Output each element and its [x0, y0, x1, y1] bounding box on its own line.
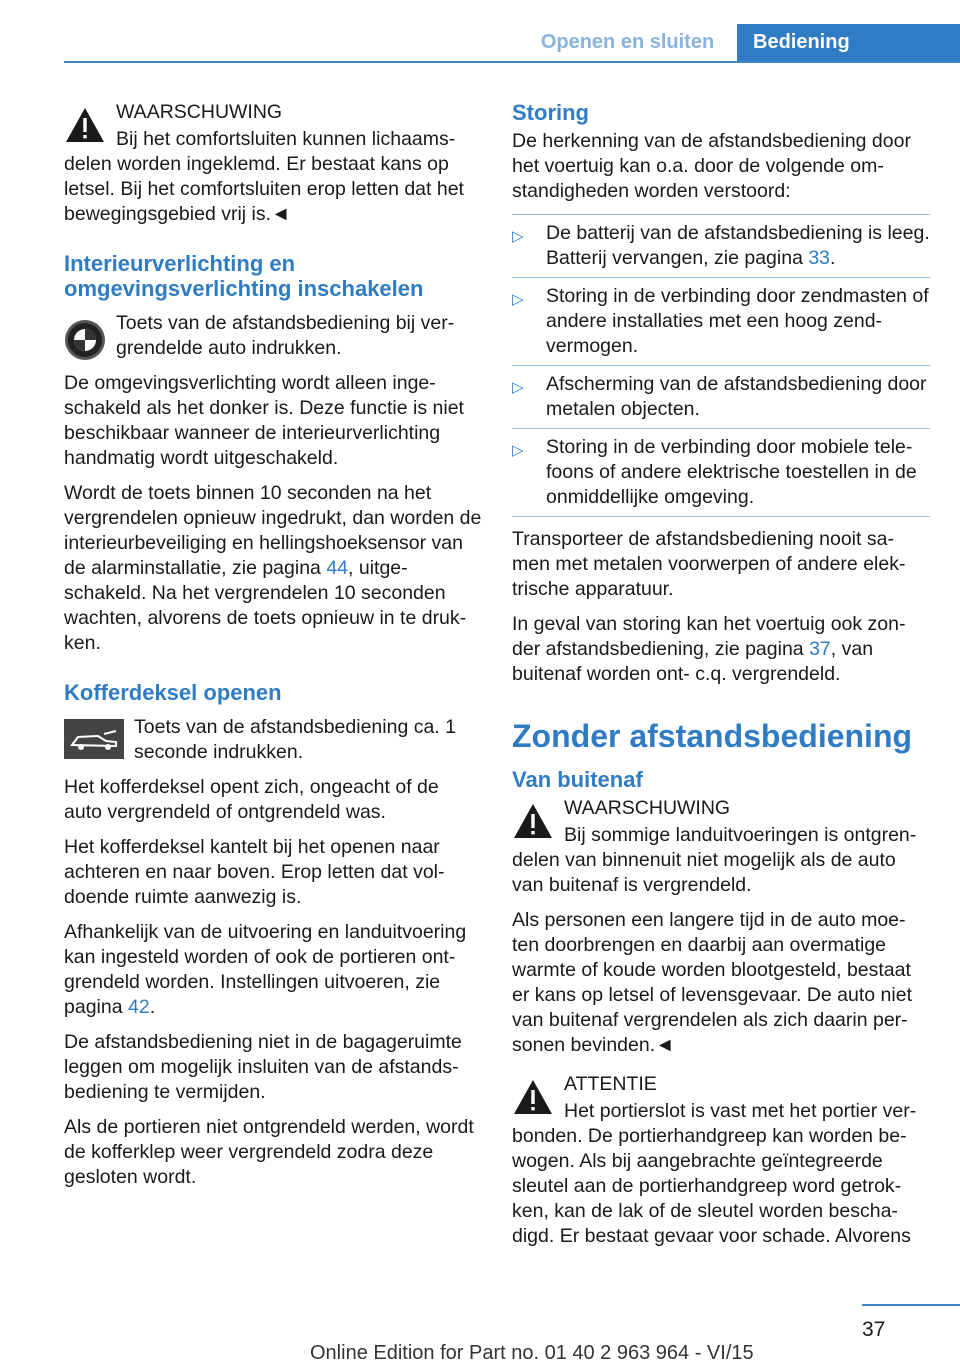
text: In geval van storing kan het voertuig ook zon-der afstandsbediening, zie pagina	[512, 613, 906, 660]
paragraph: Het kofferdeksel kantelt bij het openen naar achteren en naar boven. Erop letten dat vol-doende ruimte aanwezig is.	[64, 836, 445, 908]
paragraph: De afstandsbediening niet in de bagageruimte leggen om mogelijk insluiten van de afstands-bediening te vermijden.	[64, 1031, 462, 1103]
left-column	[64, 100, 482, 1200]
trunk-button-block	[64, 715, 482, 775]
paragraph	[64, 920, 482, 1020]
page-link-42[interactable]: 42	[127, 996, 150, 1018]
text: Afscherming van de afstandsbediening door metalen objecten.	[546, 373, 927, 420]
warning-text: delen worden ingeklemd. Er bestaat kans op letsel. Bij het comfortsluiten erop letten dat het bewegingsgebied vrij is.◄	[64, 153, 464, 225]
warning-line: Bij het comfortsluiten kunnen lichaams-	[116, 128, 456, 150]
storing-list	[512, 214, 930, 517]
heading-storing: Storing	[512, 100, 589, 125]
heading-kofferdeksel: Kofferdeksel openen	[64, 680, 282, 705]
tab-openen-en-sluiten[interactable]: Openen en sluiten	[540, 31, 715, 53]
tab-bediening[interactable]: Bediening	[737, 24, 960, 61]
warning-title: WAARSCHUWING	[564, 797, 731, 819]
paragraph	[512, 612, 930, 687]
paragraph: Als de portieren niet ontgrendeld werden, wordt de kofferklep weer vergrendeld zodra deze gesloten wordt.	[64, 1116, 474, 1188]
bullet-triangle-icon: ▷	[512, 228, 524, 245]
heading-van-buitenaf: Van buitenaf	[512, 767, 643, 792]
bmw-logo-icon	[64, 319, 106, 361]
list-item	[512, 365, 930, 428]
footer-rule	[862, 1304, 960, 1306]
text: De batterij van de afstandsbediening is leeg. Batterij vervangen, zie pagina	[546, 222, 930, 269]
list-item	[512, 428, 930, 517]
text: Storing in de verbinding door zendmasten of andere installaties met een hoog zend-vermogen.	[546, 285, 929, 357]
page-link-37[interactable]: 37	[809, 638, 831, 660]
attention-block	[512, 1072, 930, 1124]
paragraph: Het kofferdeksel opent zich, ongeacht of de auto vergrendeld of ontgrendeld was.	[64, 776, 439, 823]
bmw-button-text: Toets van de afstandsbediening bij ver-grendelde auto indrukken.	[116, 312, 455, 359]
edition-footer: Online Edition for Part no. 01 40 2 963 964 - VI/15	[310, 1342, 754, 1364]
list-item	[512, 277, 930, 365]
list-item	[512, 214, 930, 277]
warning-block	[512, 796, 930, 848]
paragraph: Transporteer de afstandsbediening nooit sa-men met metalen voorwerpen of andere elek-trische apparatuur.	[512, 528, 906, 600]
paragraph: De herkenning van de afstandsbediening door het voertuig kan o.a. door de volgende om-standigheden worden verstoord:	[512, 130, 911, 202]
text: Wordt de toets binnen 10 seconden na het vergrendelen opnieuw ingedrukt, dan worden de interieurbeveiliging en hellingshoeksensor van de alarminstallatie, zie pagina	[64, 482, 482, 579]
trunk-open-icon	[64, 719, 124, 759]
warning-text: delen van binnenuit niet mogelijk als de auto van buitenaf is vergrendeld.	[512, 849, 896, 896]
warning-icon	[512, 802, 554, 844]
attention-line: Het portierslot is vast met het portier ver-	[564, 1100, 917, 1122]
bullet-triangle-icon: ▷	[512, 291, 524, 308]
right-column	[512, 100, 930, 1259]
bullet-triangle-icon: ▷	[512, 379, 524, 396]
page-link-44[interactable]: 44	[326, 557, 349, 579]
header-rule	[64, 61, 960, 63]
attention-title: ATTENTIE	[564, 1073, 657, 1095]
warning-line: Bij sommige landuitvoeringen is ontgren-	[564, 824, 917, 846]
text: .	[149, 996, 156, 1018]
warning-icon	[64, 106, 106, 148]
attention-text: bonden. De portierhandgreep kan worden be-wogen. Als bij aangebrachte geïntegreerde sleutel aan de portierhandgreep word getrok-ken, kan de lak of de sleutel worden bescha-digd. Er bestaat gevaar voor schade. Alvorens	[512, 1125, 911, 1247]
trunk-button-text: Toets van de afstandsbediening ca. 1 seconde indrukken.	[134, 716, 456, 763]
text: .	[830, 247, 836, 269]
text: , van buitenaf worden ont- c.q. vergrendeld.	[512, 638, 874, 685]
text: Storing in de verbinding door mobiele tele-foons of andere elektrische toestellen in de onmiddellijke omgeving.	[546, 436, 917, 508]
heading-interieurverlichting: Interieurverlichting en omgevingsverlichting inschakelen	[64, 251, 424, 301]
paragraph: Als personen een langere tijd in de auto moe-ten doorbrengen en daarbij aan overmatige warmte of koude worden blootgesteld, bestaat er kans op letsel of levensgevaar. De auto niet van buitenaf vergrendelen als zich daarin per-sonen bevinden.◄	[512, 909, 912, 1056]
text: Afhankelijk van de uitvoering en landuitvoering kan ingesteld worden of ook de portieren ont-grendeld worden. Instellingen uitvoeren, zie pagina	[64, 921, 467, 1018]
warning-block	[64, 100, 482, 152]
page-number: 37	[862, 1318, 886, 1341]
bmw-button-block	[64, 311, 482, 371]
paragraph: De omgevingsverlichting wordt alleen inge-schakeld als het donker is. Deze functie is niet beschikbaar wanneer de interieurverlichting handmatig wordt uitgeschakeld.	[64, 372, 464, 469]
paragraph	[64, 481, 482, 656]
heading-zonder-afstandsbediening: Zonder afstandsbediening	[512, 718, 913, 754]
text: , uitge-schakeld. Na het vergrendelen 10 seconden wachten, alvorens de toets opnieuw in te druk-ken.	[64, 557, 467, 654]
warning-title: WAARSCHUWING	[116, 101, 283, 123]
page-link-33[interactable]: 33	[808, 247, 831, 269]
bullet-triangle-icon: ▷	[512, 442, 524, 459]
attention-icon	[512, 1078, 554, 1120]
